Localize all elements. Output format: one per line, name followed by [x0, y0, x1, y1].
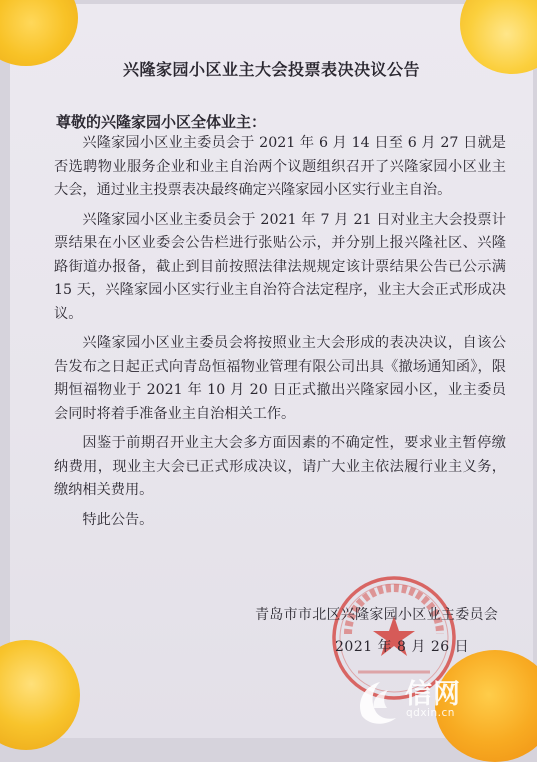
- paragraph-2: 兴隆家园小区业主委员会于 2021 年 7 月 21 日对业主大会投票计票结果在小区业委会公告栏进行张贴公示，并分别上报兴隆社区、兴隆路街道办报备，截止到目前按照法律法规规定该计票结果公告已公示满 15 天，兴隆家园小区实行业主自治符合法定程序，业主大会正式形成决议。: [54, 211, 506, 322]
- notice-title: 兴隆家园小区业主大会投票表决决议公告: [122, 60, 420, 79]
- paragraph-4: 因鉴于前期召开业主大会多方面因素的不确定性，要求业主暂停缴纳费用，现业主大会已正式形成决议，请广大业主依法履行业主义务，缴纳相关费用。: [54, 435, 506, 498]
- watermark-site: qdxin.cn: [406, 707, 455, 719]
- paragraph-3: 兴隆家园小区业主委员会将按照业主大会形成的表决决议，自该公告发布之日起正式向青岛恒福物业管理有限公司出具《撤场通知函》，限期恒福物业于 2021 年 10 月 20 日正式撤出兴隆家园小区，业主委员会同时将着手准备业主自治相关工作。: [54, 335, 506, 422]
- salutation: 尊敬的兴隆家园小区全体业主：: [56, 113, 267, 131]
- notice-paper: [10, 4, 533, 738]
- signer-name: 青岛市市北区兴隆家园小区业主委员会: [255, 607, 499, 623]
- notice-date: 2021 年 8 月 26 日: [335, 639, 470, 655]
- watermark-brand: 信网: [405, 679, 461, 710]
- closing-line: 特此公告。: [82, 511, 154, 528]
- paragraph-1: 兴隆家园小区业主委员会于 2021 年 6 月 14 日至 6 月 27 日就是否选聘物业服务企业和业主自治两个议题组织召开了兴隆家园小区业主大会，通过业主投票表决最终确定兴隆家园小区实行业主自治。: [54, 135, 506, 198]
- notice-body: [54, 132, 506, 532]
